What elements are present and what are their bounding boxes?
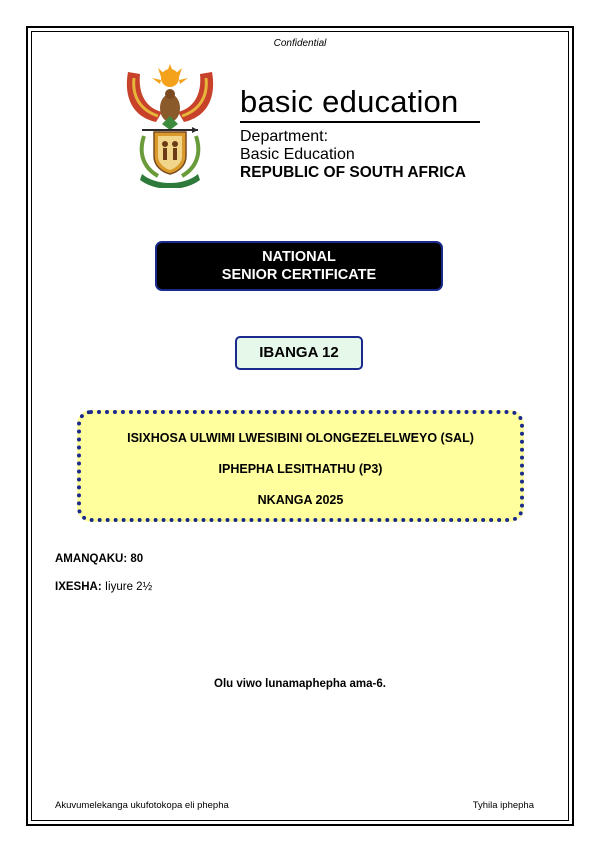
brand-divider [240, 121, 480, 123]
copy-warning: Akuvumelekanga ukufotokopa eli phepha [55, 800, 229, 811]
time-row [55, 581, 152, 593]
turn-page-note: Tyhila iphepha [472, 800, 534, 811]
time-label: IXESHA: [55, 581, 102, 593]
subject-panel [77, 410, 524, 522]
department-label: Department: [240, 128, 329, 145]
department-branding [240, 84, 485, 182]
brand-title: basic education [240, 84, 459, 119]
confidential-label: Confidential [273, 38, 327, 49]
certificate-banner [155, 241, 443, 291]
department-name: Basic Education [240, 146, 355, 163]
marks-label: AMANQAKU: [55, 553, 128, 565]
marks-value: 80 [130, 553, 144, 565]
page-count-note: Olu viwo lunamaphepha ama-6. [214, 678, 386, 690]
subject-name: ISIXHOSA ULWIMI LWESIBINI OLONGEZELELWEYO (SAL) [127, 431, 474, 445]
marks-row [55, 553, 143, 565]
time-value: Iiyure 2½ [104, 581, 153, 593]
country-name: REPUBLIC OF SOUTH AFRICA [240, 164, 466, 181]
coat-of-arms-icon [120, 64, 220, 188]
paper-number: IPHEPHA LESITHATHU (P3) [218, 462, 383, 476]
certificate-line-2: SENIOR CERTIFICATE [221, 267, 377, 283]
exam-session: NKANGA 2025 [257, 493, 344, 507]
grade-badge: IBANGA 12 [235, 336, 363, 370]
certificate-line-1: NATIONAL [262, 249, 336, 265]
